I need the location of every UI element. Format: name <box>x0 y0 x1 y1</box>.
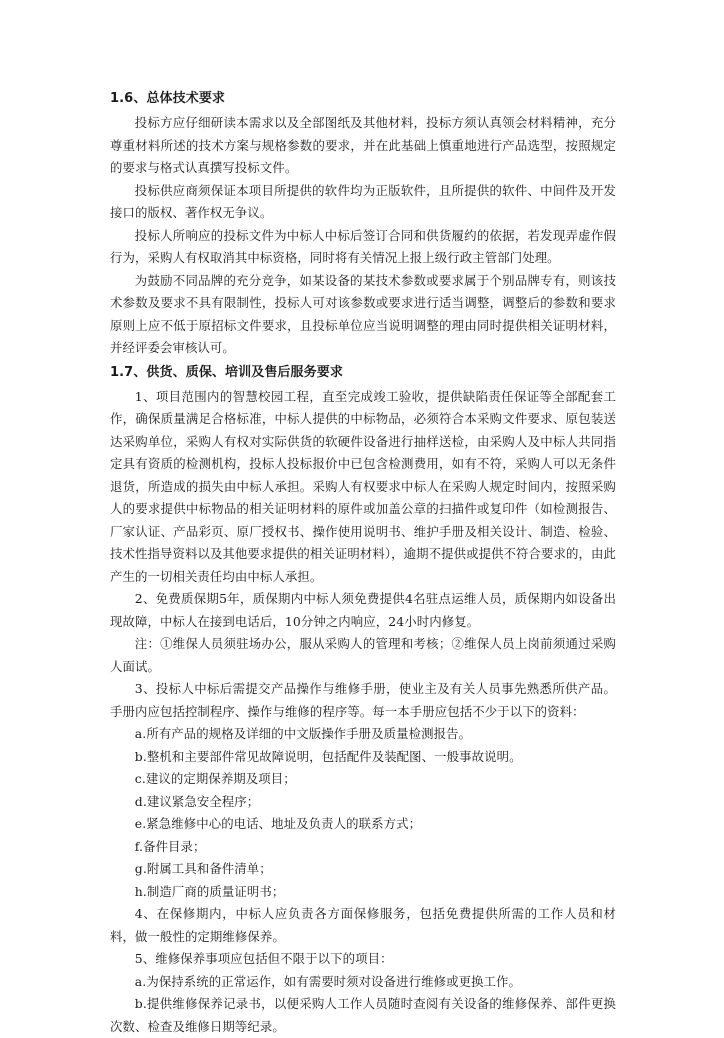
paragraph: 2、免费质保期5年，质保期内中标人须免费提供4名驻点运维人员，质保期内如设备出现故障，中标人在接到电话后，10分钟之内响应，24小时内修复。 <box>110 591 616 629</box>
paragraph: 投标方应仔细研读本需求以及全部图纸及其他材料，投标方须认真领会材料精神，充分尊重材料所述的技术方案与规格参数的要求，并在此基础上慎重地进行产品选型，按照规定的要求与格式认真撰写投标文件。 <box>110 115 616 175</box>
list-item: b.整机和主要部件常见故障说明，包括配件及装配图、一般事故说明。 <box>134 748 522 764</box>
paragraph: 4、在保修期内，中标人应负责各方面保修服务，包括免费提供所需的工作人员和材料，做一般性的定期维修保养。 <box>110 906 616 944</box>
list-item: f.备件目录； <box>134 838 206 854</box>
paragraph: 5、维修保养事项应包括但不限于以下的项目： <box>134 951 393 966</box>
paragraph: 为鼓励不同品牌的充分竞争，如某设备的某技术参数或要求属于个别品牌专有，则该技术参数及要求不具有限制性，投标人可对该参数或要求进行适当调整，调整后的参数和要求原则上应不低于原招标文件要求，且投标单位应当说明调整的理由同时提供相关证明材料，并经评委会审核认可。 <box>110 272 616 355</box>
list-item: d.建议紧急安全程序； <box>134 793 260 809</box>
paragraph: 注：①维保人员须驻场办公，服从采购人的管理和考核；②维保人员上岗前须通过采购人面试。 <box>110 636 616 674</box>
list-item: a.所有产品的规格及详细的中文版操作手册及质量检测报告。 <box>134 726 472 741</box>
section-1-7-heading: 1.7、供货、质保、培训及售后服务要求 <box>110 364 343 380</box>
paragraph: 1、项目范围内的智慧校园工程，直至完成竣工验收，提供缺陷责任保证等全部配套工作，确保质量满足合格标准，中标人提供的中标物品，必须符合本采购文件要求、原包装送达采购单位，采购人有权对实际供货的软硬件设备进行抽样送检，由采购人及中标人共同指定具有资质的检测机构，投标人投标报价中已包含检测费用，如有不符，采购人可以无条件退货，所造成的损失由中标人承担。采购人有权要求中标人在采购人规定时间内，按照采购人的要求提供中标物品的相关证明材料的原件或加盖公章的扫描件或复印件（如检测报告、厂家认证、产品彩页、原厂授权书、操作使用说明书、维护手册及相关设计、制造、检验、技术性指导资料以及其他要求提供的相关证明材料），逾期不提供或提供不符合要求的，由此产生的一切相关责任均由中标人承担。 <box>110 388 616 584</box>
paragraph: 投标人所响应的投标文件为中标人中标后签订合同和供货履约的依据，若发现弄虚作假行为，采购人有权取消其中标资格，同时将有关情况上报上级行政主管部门处理。 <box>110 227 616 265</box>
list-item: a.为保持系统的正常运作，如有需要时须对设备进行维修或更换工作。 <box>134 973 522 989</box>
paragraph: 投标供应商须保证本项目所提供的软件均为正版软件，且所提供的软件、中间件及开发接口的版权、著作权无争议。 <box>110 182 616 220</box>
list-item: c.建议的定期保养期及项目； <box>134 771 296 786</box>
list-item: b.提供维修保养记录书，以便采购人工作人员随时查阅有关设备的维修保养、部件更换次数、检查及维修日期等纪录。 <box>110 996 616 1034</box>
list-item: h.制造厂商的质量证明书； <box>134 883 285 899</box>
list-item: g.附属工具和备件清单； <box>134 861 272 876</box>
section-1-6-heading: 1.6、总体技术要求 <box>110 91 226 106</box>
list-item: e.紧急维修中心的电话、地址及负责人的联系方式； <box>134 816 422 831</box>
paragraph: 3、投标人中标后需提交产品操作与维修手册，使业主及有关人员事先熟悉所供产品。手册内应包括控制程序、操作与维修的程序等。每一本手册应包括不少于以下的资料： <box>110 681 616 719</box>
document-page <box>110 86 616 1038</box>
